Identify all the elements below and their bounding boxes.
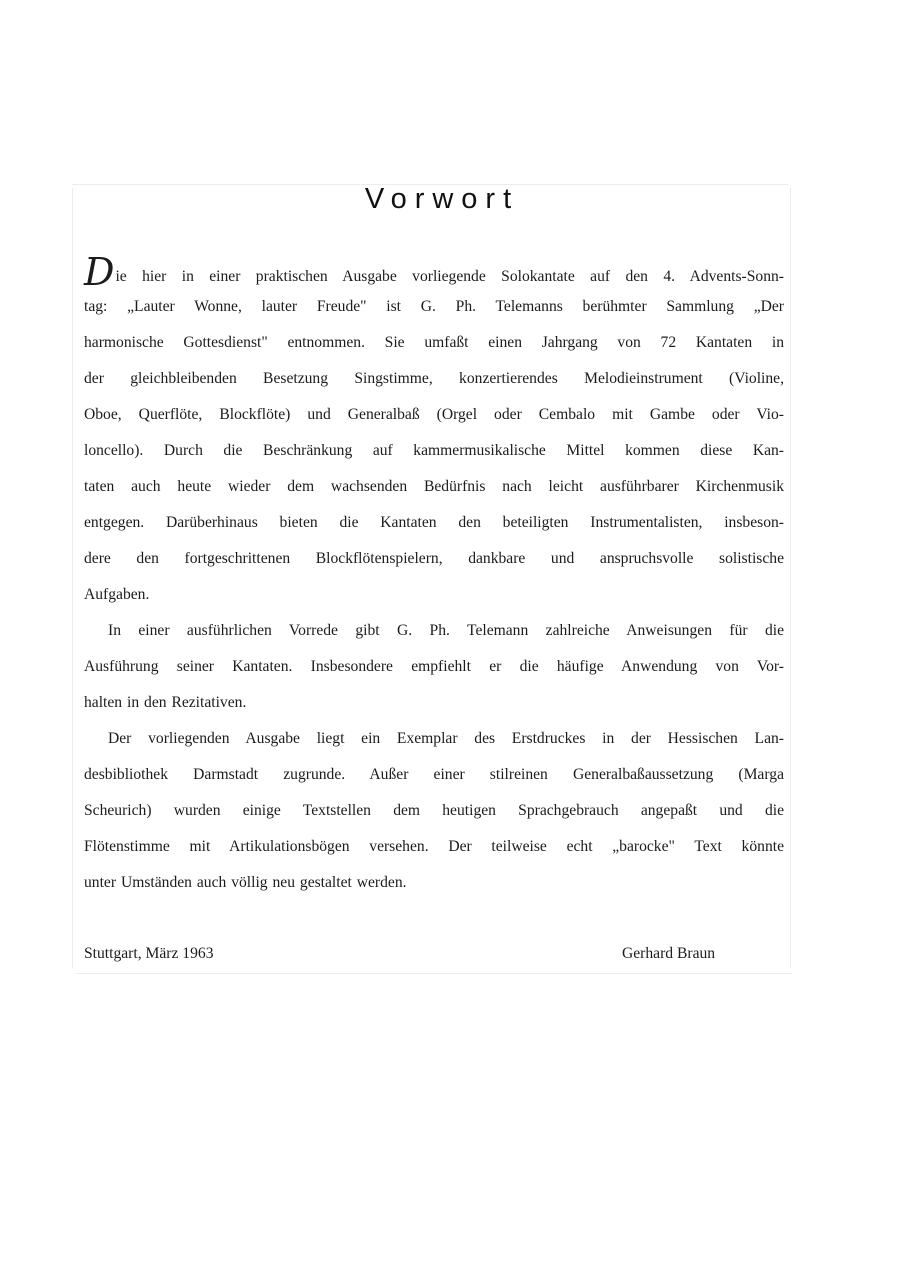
paragraph-1-line-2: tag: „Lauter Wonne, lauter Freude" ist G. Ph. Telemanns berühmter Sammlung „Der [84, 298, 784, 315]
paragraph-3-line-2: desbibliothek Darmstadt zugrunde. Außer einer stilreinen Generalbaßaussetzung (Marga [84, 766, 784, 783]
paragraph-1-line-1 [84, 250, 784, 294]
drop-cap-initial: D [84, 250, 115, 294]
paragraph-3-line-4: Flötenstimme mit Artikulationsbögen versehen. Der teilweise echt „barocke" Text könnte [84, 838, 784, 855]
paragraph-2-line-1: In einer ausführlichen Vorrede gibt G. Ph. Telemann zahlreiche Anweisungen für die [108, 622, 784, 639]
paragraph-3-line-5: unter Umständen auch völlig neu gestaltet werden. [84, 874, 407, 891]
paragraph-2-line-3: halten in den Rezitativen. [84, 694, 247, 711]
page-title: Vorwort [364, 183, 520, 215]
line-text: ie hier in einer praktischen Ausgabe vorliegende Solokantate auf den 4. Advents-Sonn- [115, 268, 784, 285]
place-and-date: Stuttgart, März 1963 [84, 945, 214, 962]
paragraph-1-line-10: Aufgaben. [84, 586, 150, 603]
paragraph-1-line-5: Oboe, Querflöte, Blockflöte) und Generalbaß (Orgel oder Cembalo mit Gambe oder Vio- [84, 406, 784, 423]
frame-bottom-rule [76, 973, 792, 974]
paragraph-1-line-6: loncello). Durch die Beschränkung auf kammermusikalische Mittel kommen diese Kan- [84, 442, 784, 459]
paragraph-1-line-4: der gleichbleibenden Besetzung Singstimme, konzertierendes Melodieinstrument (Violine, [84, 370, 784, 387]
paragraph-2-line-2: Ausführung seiner Kantaten. Insbesondere empfiehlt er die häufige Anwendung von Vor- [84, 658, 784, 675]
paragraph-1-line-8: entgegen. Darüberhinaus bieten die Kantaten den beteiligten Instrumentalisten, insbeson- [84, 514, 784, 531]
paragraph-1-line-7: taten auch heute wieder dem wachsenden Bedürfnis nach leicht ausführbarer Kirchenmusik [84, 478, 784, 495]
author-signature: Gerhard Braun [622, 945, 716, 962]
frame-left-rule [72, 188, 73, 968]
frame-right-rule [790, 188, 791, 968]
paragraph-3-line-3: Scheurich) wurden einige Textstellen dem heutigen Sprachgebrauch angepaßt und die [84, 802, 784, 819]
paragraph-3-line-1: Der vorliegenden Ausgabe liegt ein Exemplar des Erstdruckes in der Hessischen Lan- [108, 730, 784, 747]
paragraph-1-line-9: dere den fortgeschrittenen Blockflötenspielern, dankbare und anspruchsvolle solistische [84, 550, 784, 567]
paragraph-1-line-3: harmonische Gottesdienst" entnommen. Sie umfaßt einen Jahrgang von 72 Kantaten in [84, 334, 784, 351]
